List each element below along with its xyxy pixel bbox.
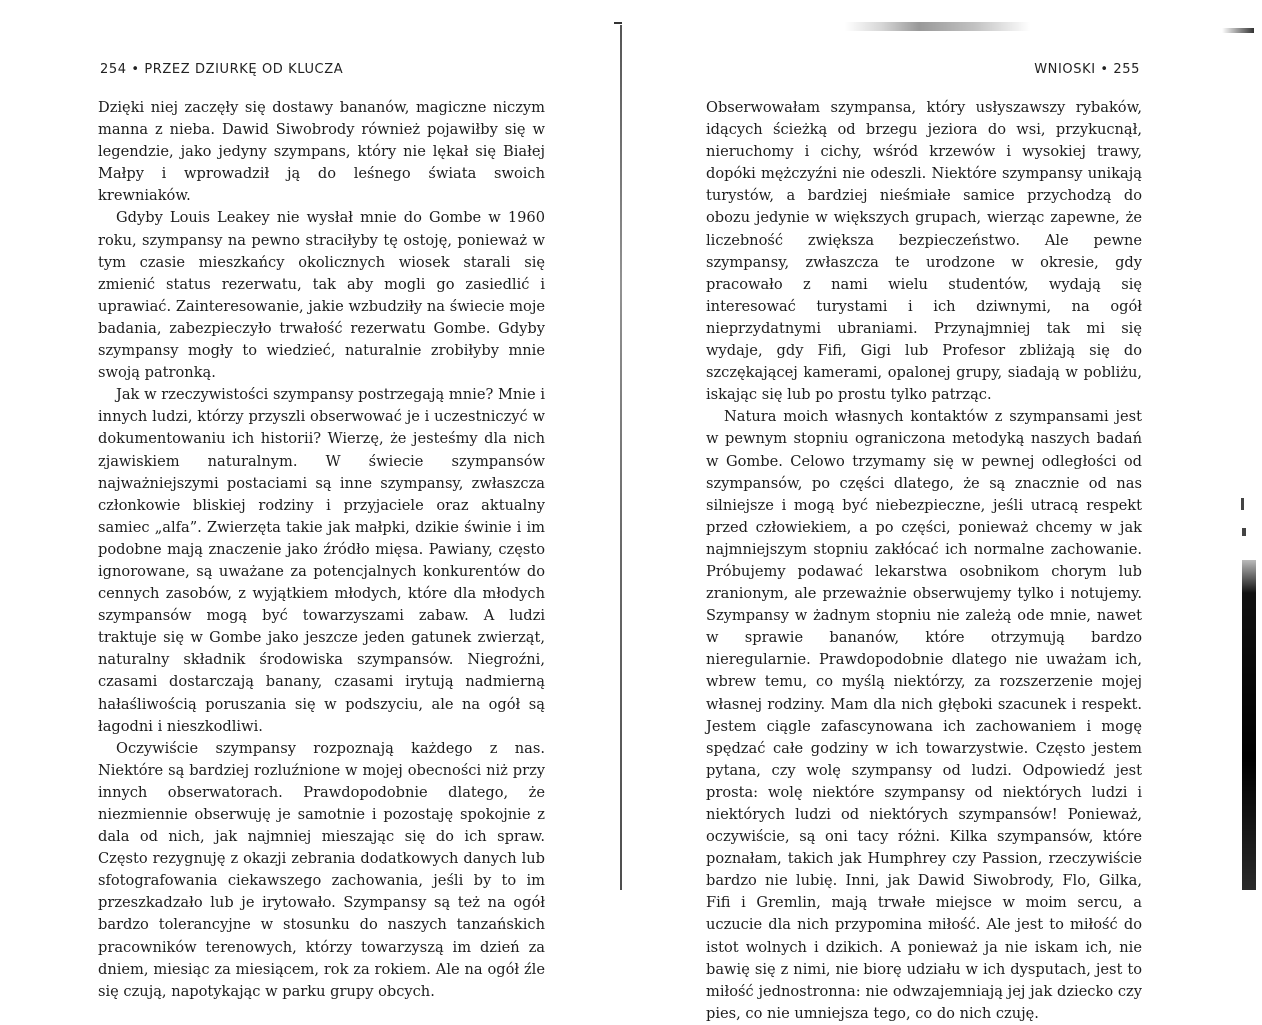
left-paragraph-2: Gdyby Louis Leakey nie wysłał mnie do Gombe w 1960 roku, szympansy na pewno straciłyby tę ostoję, ponieważ w tym czasie mieszkańcy okolicznych wiosek starali się zmienić status rezerwatu, tak aby mogli go zasiedlić i uprawiać. Zainteresowanie, jakie wzbudziły na świecie moje badania, zabezpieczyło trwałość rezerwatu Gombe. Gdyby szympansy mogły to wiedzieć, naturalnie zrobiłyby mnie swoją patronką. xyxy=(98,209,545,382)
edge-artifact-tick xyxy=(1242,528,1246,536)
edge-artifact-tick xyxy=(1241,498,1244,510)
left-paragraph-3: Jak w rzeczywistości szympansy postrzegają mnie? Mnie i innych ludzi, którzy przyszli obserwować je i uczestniczyć w dokumentowaniu ich historii? Wierzę, że jesteśmy dla nich zjawiskiem naturalnym. W świecie szympansów najważniejszymi postaciami są inne szympansy, zwłaszcza członkowie bliskiej rodziny i przyjaciele oraz aktualny samiec „alfa”. Zwierzęta takie jak małpki, dzikie świnie i im podobne mają znaczenie jako źródło mięsa. Pawiany, często ignorowane, są uważane za potencjalnych konkurentów do cennych zasobów, z wyjątkiem młodych, które dla młodych szympansów mogą być towarzyszami zabaw. A ludzi traktuje się w Gombe jako jeszcze jeden gatunek zwierząt, naturalny składnik środowiska szympansów. Niegroźni, czasami dostarczają banany, czasami irytują nadmierną hałaśliwością poruszania się w podszyciu, ale na ogół są łagodni i nieszkodliwi. xyxy=(98,386,545,735)
left-page-body xyxy=(98,97,545,1003)
right-paragraph-1: Obserwowałam szympansa, który usłyszawszy rybaków, idących ścieżką od brzegu jeziora do wsi, przykucnął, nieruchomy i cichy, wśród krzewów i wysokiej trawy, dopóki mężczyźni nie odeszli. Niektóre szympansy unikają turystów, a bardziej nieśmiałe samice przychodzą do obozu jedynie w większych grupach, wierząc zapewne, że liczebność zwiększa bezpieczeństwo. Ale pewne szympansy, zwłaszcza te urodzone w okresie, gdy pracowało z nami wielu studentów, wydają się interesować turystami i ich dziwnymi, na ogół nieprzydatnymi ubraniami. Przynajmniej tak mi się wydaje, gdy Fifi, Gigi lub Profesor zbliżają się do szczękającej kamerami, opalonej grupy, siadają w pobliżu, iskając się lub po prostu tylko patrząc. xyxy=(706,99,1142,404)
right-page xyxy=(624,0,1262,1022)
left-paragraph-1: Dzięki niej zaczęły się dostawy bananów, magiczne niczym manna z nieba. Dawid Siwobrody również pojawiłby się w legendzie, jako jedyny szympans, który nie lękał się Białej Małpy i wprowadził ją do leśnego świata swoich krewniaków. xyxy=(98,99,545,205)
scan-artifact-mark xyxy=(1222,28,1254,33)
right-running-head: WNIOSKI • 255 xyxy=(1034,62,1140,77)
book-gutter xyxy=(620,25,622,890)
left-page xyxy=(0,0,622,1000)
left-running-head: 254 • PRZEZ DZIURKĘ OD KLUCZA xyxy=(100,62,344,77)
scan-artifact-band xyxy=(845,22,1030,31)
right-paragraph-2: Natura moich własnych kontaktów z szympansami jest w pewnym stopniu ograniczona metodyką naszych badań w Gombe. Celowo trzymamy się w pewnej odległości od szympansów, po części dlatego, że są znacznie od nas silniejsze i mogą być niebezpieczne, jeśli utracą respekt przed człowiekiem, a po części, ponieważ chcemy w jak najmniejszym stopniu zakłócać ich normalne zachowanie. Próbujemy podawać lekarstwa osobnikom chorym lub zranionym, ale przeważnie obserwujemy tylko i notujemy. Szympansy w żadnym stopniu nie zależą ode mnie, nawet w sprawie bananów, które otrzymują bardzo nieregularnie. Prawdopodobnie dlatego nie uważam ich, wbrew temu, co myślą niektórzy, za rozszerzenie mojej własnej rodziny. Mam dla nich głęboki szacunek i respekt. Jestem ciągle zafascynowana ich zachowaniem i mogę spędzać całe godziny w ich towarzystwie. Często jestem pytana, czy wolę szympansy od ludzi. Odpowiedź jest prosta: wolę niektóre szympansy od niektórych ludzi i niektórych ludzi od niektórych szympansów! Ponieważ, oczywiście, są oni tacy różni. Kilka szympansów, które poznałam, takich jak Humphrey czy Passion, rzeczywiście bardzo nie lubię. Inni, jak Dawid Siwobrody, Flo, Gilka, Fifi i Gremlin, mają trwałe miejsce w moim sercu, a uczucie dla nich przypomina miłość. Ale jest to miłość do istot wolnych i dzikich. A ponieważ ja nie iskam ich, nie bawię się z nimi, nie biorę udziału w ich dysputach, jest to miłość jednostronna: nie odwzajemniają jej jak dziecko czy pies, co nie umniejsza tego, co do nich czuję. xyxy=(706,408,1142,1022)
left-paragraph-4: Oczywiście szympansy rozpoznają każdego z nas. Niektóre są bardziej rozluźnione w mojej obecności niż przy innych obserwatorach. Prawdopodobnie dlatego, że niezmiennie obserwuję je samotnie i pozostaję spokojnie z dala od nich, jak najmniej mieszając się do ich spraw. Często rezygnuję z okazji zebrania dodatkowych danych lub sfotografowania ciekawszego zachowania, jeśli by to im przeszkadzało lub je irytowało. Szympansy są też na ogół bardzo tolerancyjne w stosunku do naszych tanzańskich pracowników terenowych, którzy towarzyszą im dzień za dniem, miesiąc za miesiącem, rok za rokiem. Ale na ogół źle się czują, napotykając w parku grupy obcych. xyxy=(98,739,545,1000)
page-edge-shadow xyxy=(1242,560,1256,890)
gutter-top-mark xyxy=(614,22,622,24)
right-page-body xyxy=(706,97,1142,1025)
